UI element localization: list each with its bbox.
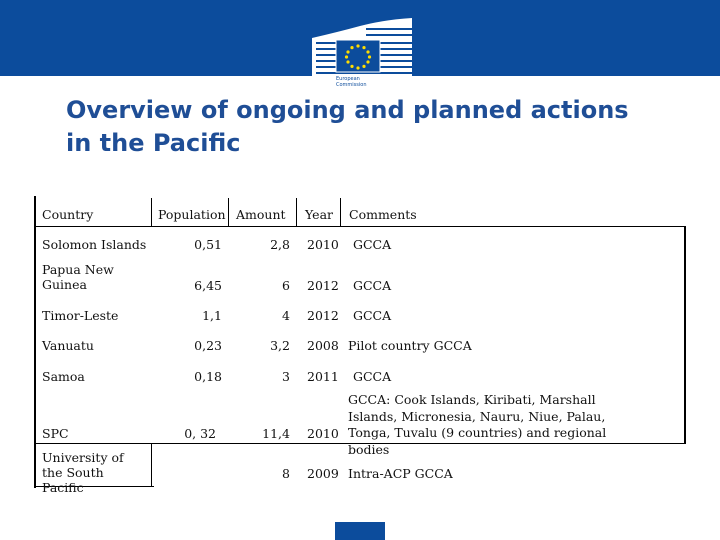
comments-cell: GCCA (353, 278, 392, 293)
column-header-amount: Amount (236, 207, 286, 222)
amount-cell: 2,8 (270, 237, 290, 252)
year-cell: 2012 (307, 278, 339, 293)
comments-cell: GCCA (353, 308, 392, 323)
column-header-population: Population (158, 207, 226, 222)
table-border-left (34, 196, 36, 488)
comments-cell: GCCA: Cook Islands, Kiribati, Marshall Islands, Micronesia, Nauru, Niue, Palau, Tonga, Tuvalu (9 countries) and regional bodies (348, 392, 607, 457)
population-cell: 0, 32 (184, 426, 216, 441)
amount-cell: 3,2 (270, 338, 290, 353)
footer-accent-bar (335, 522, 385, 540)
population-cell: 6,45 (194, 278, 222, 293)
country-cell: University of the South Pacific (42, 450, 124, 495)
column-divider (151, 443, 152, 487)
column-header-comments: Comments (349, 207, 417, 222)
column-header-year: Year (305, 207, 333, 222)
header-divider (340, 198, 341, 226)
logo-line-2: Commission (336, 82, 367, 88)
population-cell: 0,23 (194, 338, 222, 353)
comments-cell: GCCA (353, 369, 392, 384)
comments-cell: GCCA (353, 237, 392, 252)
title-line-1: Overview of ongoing and planned actions (66, 96, 629, 124)
year-cell: 2011 (307, 369, 339, 384)
country-cell: Solomon Islands (42, 237, 147, 252)
header-divider (296, 198, 297, 226)
title-line-2: in the Pacific (66, 129, 241, 157)
amount-cell: 6 (282, 278, 290, 293)
comments-cell: Pilot country GCCA (348, 338, 472, 353)
table-border-right (684, 226, 686, 443)
country-cell: Vanuatu (42, 338, 94, 353)
country-cell: Papua New Guinea (42, 262, 114, 292)
country-cell: Timor-Leste (42, 308, 119, 323)
population-cell: 0,51 (194, 237, 222, 252)
amount-cell: 11,4 (262, 426, 290, 441)
year-cell: 2010 (307, 426, 339, 441)
population-cell: 0,18 (194, 369, 222, 384)
year-cell: 2010 (307, 237, 339, 252)
year-cell: 2009 (307, 466, 339, 481)
column-header-country: Country (42, 207, 94, 222)
header-rule (36, 226, 686, 227)
comments-cell: Intra-ACP GCCA (348, 466, 453, 481)
country-cell: Samoa (42, 369, 85, 384)
logo-caption (336, 76, 396, 88)
logo-line-1: European (336, 76, 360, 82)
amount-cell: 8 (282, 466, 290, 481)
year-cell: 2012 (307, 308, 339, 323)
page-title (66, 94, 706, 160)
year-cell: 2008 (307, 338, 339, 353)
population-cell: 1,1 (202, 308, 222, 323)
country-cell: SPC (42, 426, 69, 441)
header-divider (228, 198, 229, 226)
header-divider (151, 198, 152, 226)
amount-cell: 4 (282, 308, 290, 323)
amount-cell: 3 (282, 369, 290, 384)
